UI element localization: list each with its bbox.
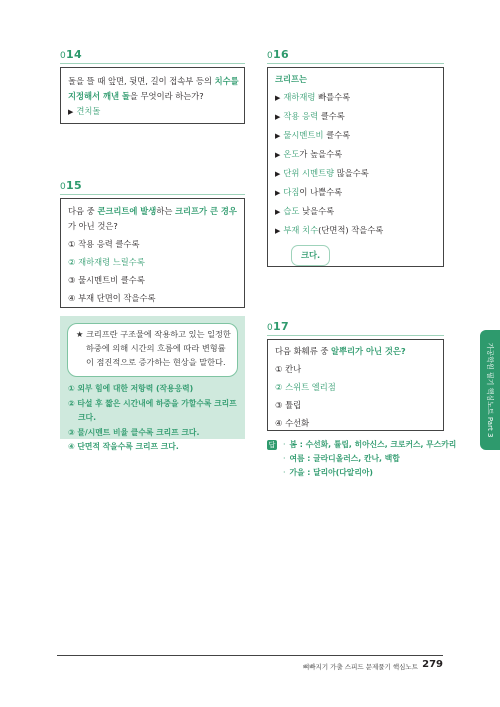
answer-row — [267, 466, 452, 480]
triangle-icon: ▶ — [275, 208, 281, 216]
explanation-point: ③ 물/시멘트 비율 클수록 크리프 크다. — [68, 427, 200, 437]
triangle-icon: ▶ — [275, 132, 281, 140]
creep-condition: 클수록 — [323, 130, 351, 140]
explanation-points — [68, 382, 240, 455]
answer-wrap — [275, 245, 436, 266]
definition-text: ★ 크리프란 구조물에 작용하고 있는 일정한 — [76, 329, 231, 339]
question-highlight: 지정해서 깨낸 돌 — [68, 91, 130, 101]
creep-factor: 부재 치수 — [283, 225, 319, 235]
question-text: 다음 화훼류 중 — [275, 346, 332, 356]
creep-factor: 온도 — [283, 149, 300, 159]
bullet-icon: · — [283, 454, 286, 463]
creep-condition: 클수록 — [318, 111, 345, 121]
answer-row — [267, 438, 457, 452]
bullet-icon: · — [283, 468, 286, 477]
creep-factor: 작용 응력 — [283, 111, 319, 121]
answer-line — [68, 104, 237, 120]
answer-label-icon: 답 — [268, 441, 276, 449]
creep-condition: (단면적) 작을수록 — [318, 225, 384, 235]
question-highlight: 콘크리트에 발생 — [97, 206, 157, 216]
question-box-17 — [267, 339, 444, 431]
answer-explanation-17 — [267, 438, 457, 480]
definition-text: 이 점진적으로 증가하는 현상을 말한다. — [86, 357, 226, 367]
question-divider — [60, 63, 245, 64]
explanation-point: 크다. — [78, 413, 97, 422]
creep-item — [275, 204, 436, 220]
explanation-point: ④ 단면적 작을수록 크리프 크다. — [68, 442, 179, 451]
question-number-14 — [60, 48, 82, 61]
question-box-14 — [60, 67, 245, 124]
creep-item — [275, 147, 436, 163]
explanation-panel-15 — [60, 316, 245, 451]
explanation-point: ① 외부 힘에 대한 저항력 (작용응력) — [68, 384, 194, 393]
question-text: 다음 중 — [68, 206, 98, 216]
option-3[interactable]: ③ 튤립 — [275, 400, 302, 410]
option-3[interactable]: ③ 물시멘트비 클수록 — [68, 275, 145, 285]
chapter-side-tab[interactable] — [480, 330, 500, 450]
option-1[interactable]: ① 작용 응력 클수록 — [68, 239, 140, 249]
triangle-icon: ▶ — [275, 113, 281, 121]
creep-factor: 물시멘트비 — [283, 130, 324, 140]
creep-factor: 단위 시멘트량 — [283, 168, 335, 178]
footer-divider — [57, 655, 443, 656]
question-divider — [267, 63, 444, 64]
creep-item — [275, 90, 436, 106]
explanation-point: ② 타설 후 짧은 시간내에 하중을 가할수록 크리프 — [68, 398, 237, 408]
creep-condition: 낮을수록 — [299, 206, 335, 216]
question-text: 돌을 뜰 때 앞면, 뒷면, 길이 접속부 등의 — [68, 76, 215, 86]
creep-condition: 이 나쁠수록 — [299, 187, 343, 197]
question-highlight: 치수를 — [214, 76, 239, 86]
question-text-line — [68, 204, 237, 219]
question-number-value: 14 — [66, 48, 82, 61]
question-highlight: 알뿌리가 아닌 것은? — [331, 346, 406, 356]
question-divider — [267, 335, 444, 336]
triangle-icon: ▶ — [275, 227, 281, 235]
question-divider — [60, 194, 245, 195]
creep-factor: 재하재령 — [283, 92, 316, 102]
option-4[interactable]: ④ 수선화 — [275, 418, 310, 428]
question-highlight: 크리프가 큰 경우 — [175, 206, 237, 216]
answer-text: 견치돌 — [76, 106, 101, 116]
question-number-prefix: 0 — [60, 51, 67, 61]
page-number: 279 — [422, 659, 443, 670]
creep-factor: 습도 — [283, 206, 300, 216]
question-number-17 — [267, 320, 289, 333]
creep-factor: 다짐 — [283, 187, 300, 197]
question-number-15 — [60, 179, 82, 192]
creep-condition: 많을수록 — [334, 168, 369, 178]
triangle-icon: ▶ — [68, 108, 74, 116]
question-text-line — [68, 74, 237, 89]
question-number-prefix: 0 — [267, 51, 274, 61]
answer-line: 여름 : 글라디올러스, 칸나, 백합 — [289, 454, 400, 463]
box-title: 크리프는 — [275, 74, 308, 84]
question-number-value: 15 — [66, 179, 82, 192]
footer-title: 뼈빠지기 가출 스피드 문제풀기 핵심노트 — [302, 663, 418, 671]
question-text-line — [275, 344, 436, 359]
triangle-icon: ▶ — [275, 94, 281, 102]
answer-line: 봄 : 수선화, 튤립, 히아신스, 크로커스, 무스카리 — [289, 440, 457, 449]
question-box-15 — [60, 198, 245, 308]
definition-text: 하중에 의해 시간의 흐름에 따라 변형률 — [86, 343, 226, 353]
triangle-icon: ▶ — [275, 151, 281, 159]
answer-bubble: 크다. — [291, 245, 330, 266]
question-number-16 — [267, 48, 289, 61]
option-2[interactable]: ② 재하재령 느릴수록 — [68, 257, 145, 267]
question-text-line: 가 아닌 것은? — [68, 221, 118, 231]
answer-line: 가을 : 달리아(다알리아) — [289, 468, 373, 477]
creep-item — [275, 166, 436, 182]
question-text: 하는 — [156, 206, 175, 216]
creep-item — [275, 109, 436, 125]
question-text-line — [68, 89, 237, 104]
option-1[interactable]: ① 칸나 — [275, 364, 302, 374]
question-box-16 — [267, 67, 444, 267]
definition-box — [67, 323, 238, 377]
question-number-prefix: 0 — [60, 182, 67, 192]
question-number-value: 16 — [273, 48, 289, 61]
creep-item — [275, 223, 436, 239]
creep-item — [275, 128, 436, 144]
creep-condition: 가 높을수록 — [299, 149, 343, 159]
question-text: 을 무엇이라 하는가? — [129, 91, 204, 101]
question-number-prefix: 0 — [267, 323, 274, 333]
creep-item — [275, 185, 436, 201]
triangle-icon: ▶ — [275, 170, 281, 178]
answer-row — [267, 452, 452, 466]
option-2[interactable]: ② 스위트 엘리점 — [275, 382, 336, 392]
option-4[interactable]: ④ 부재 단면이 작을수록 — [68, 293, 156, 303]
side-tab-label: 가공학원 필기 핵심노트 Part 3 — [486, 342, 494, 438]
bullet-icon: · — [283, 440, 286, 449]
creep-condition: 빠를수록 — [315, 92, 351, 102]
question-number-value: 17 — [273, 320, 289, 333]
triangle-icon: ▶ — [275, 189, 281, 197]
